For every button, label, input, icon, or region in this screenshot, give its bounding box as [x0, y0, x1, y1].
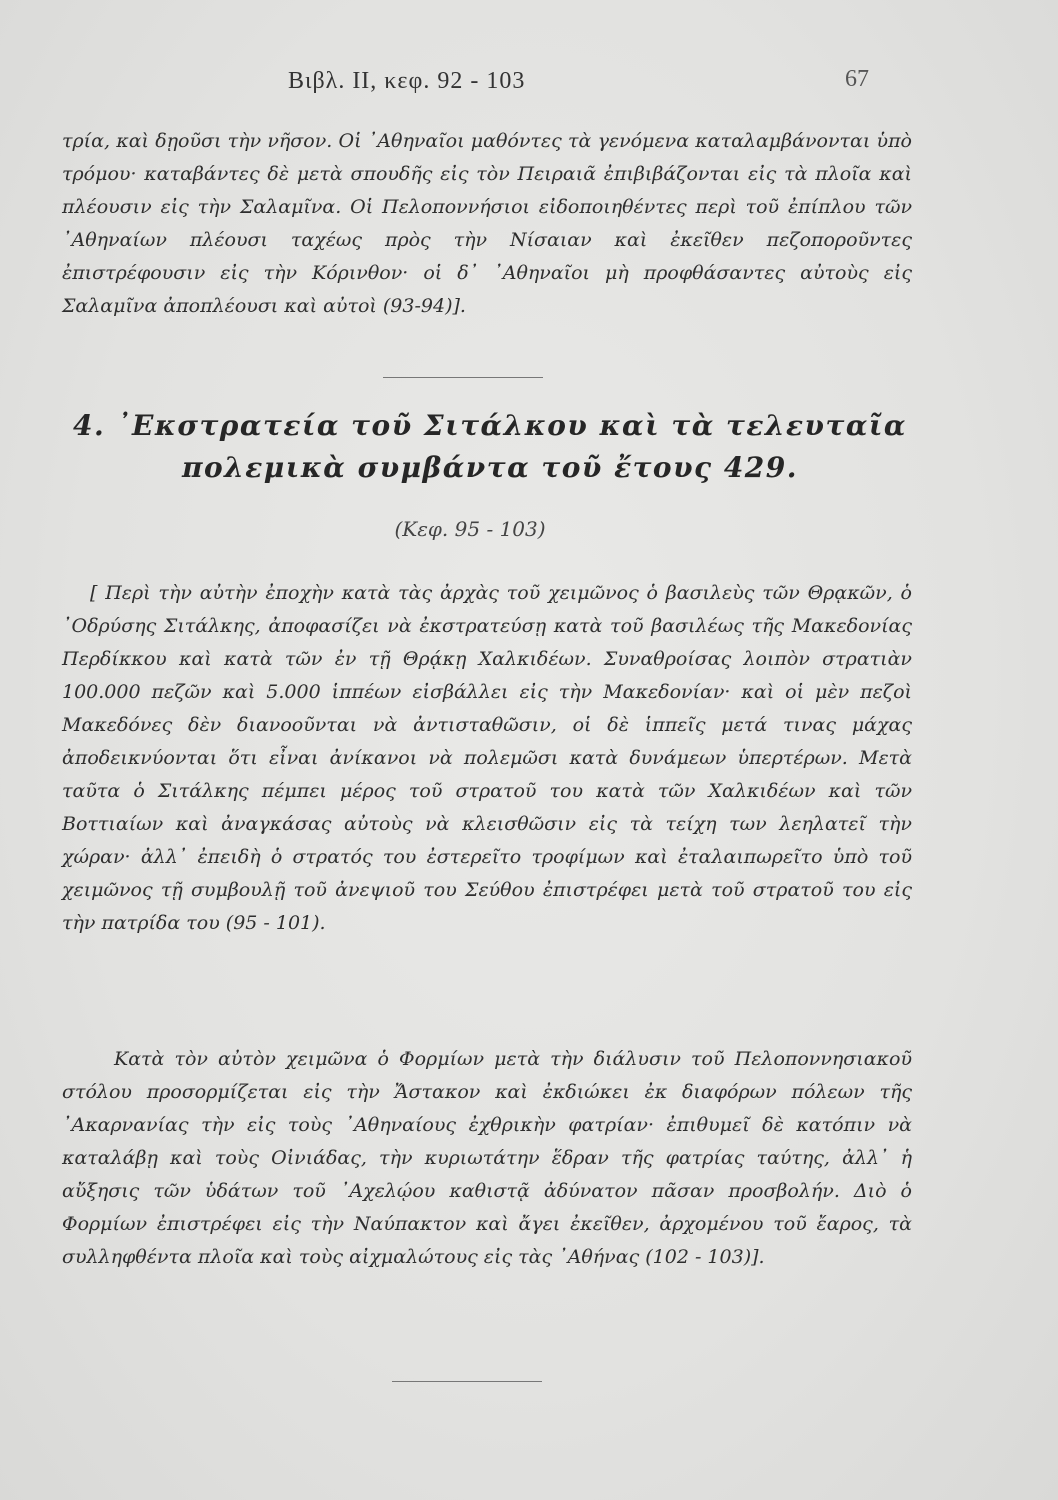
section-heading-line-2: πολεμικὰ συμβάντα τοῦ ἔτους 429.	[181, 451, 799, 484]
page-header	[0, 60, 1058, 100]
paragraph-continuation: τρία, καὶ δῃοῦσι τὴν νῆσον. Οἱ ᾿Αθηναῖοι μαθόντες τὰ γενόμενα καταλαμβάνονται ὑπὸ τρόμου· καταβάντες δὲ μετὰ σπουδῆς εἰς τὸν Πειραιᾶ ἐπιβιβάζονται εἰς τὰ πλοῖα καὶ πλέουσιν εἰς τὴν Σαλαμῖνα. Οἱ Πελοποννήσιοι εἰδοποιηθέντες περὶ τοῦ ἐπίπλου τῶν ᾿Αθηναίων πλέουσι ταχέως πρὸς τὴν Νίσαιαν καὶ ἐκεῖθεν πεζοποροῦντες ἐπιστρέφουσιν εἰς τὴν Κόρινθον· οἱ δ᾿ ᾿Αθηναῖοι μὴ προφθάσαντες αὐτοὺς εἰς Σαλαμῖνα ἀποπλέουσι καὶ αὐτοὶ (93-94)].	[62, 130, 912, 317]
paragraph-summary: [ Περὶ τὴν αὐτὴν ἐποχὴν κατὰ τὰς ἀρχὰς τοῦ χειμῶνος ὁ βασιλεὺς τῶν Θρᾳκῶν, ὁ ᾿Οδρύσης Σιτάλκης, ἀποφασίζει νὰ ἐκστρατεύσῃ κατὰ τοῦ βασιλέως τῆς Μακεδονίας Περδίκκου καὶ κατὰ τῶν ἐν τῇ Θρᾴκῃ Χαλκιδέων. Συναθροίσας λοιπὸν στρατιὰν 100.000 πεζῶν καὶ 5.000 ἱππέων εἰσβάλλει εἰς τὴν Μακεδονίαν· καὶ οἱ μὲν πεζοὶ Μακεδόνες δὲν διανοοῦνται νὰ ἀντισταθῶσιν, οἱ δὲ ἱππεῖς μετά τινας μάχας ἀποδεικνύονται ὅτι εἶναι ἀνίκανοι νὰ πολεμῶσι κατὰ δυνάμεων ὑπερτέρων. Μετὰ ταῦτα ὁ Σιτάλκης πέμπει μέρος τοῦ στρατοῦ του κατὰ τῶν Χαλκιδέων καὶ τῶν Βοττιαίων καὶ ἀναγκάσας αὐτοὺς νὰ κλεισθῶσιν εἰς τὰ τείχη των λεηλατεῖ τὴν χώραν· ἀλλ᾿ ἐπειδὴ ὁ στρατός του ἐστερεῖτο τροφίμων καὶ ἐταλαιπωρεῖτο ὑπὸ τοῦ χειμῶνος τῇ συμβουλῇ τοῦ ἀνεψιοῦ του Σεύθου ἐπιστρέφει μετὰ τοῦ στρατοῦ του εἰς τὴν πατρίδα του (95 - 101).	[62, 582, 912, 934]
running-title: Βιβλ. ΙΙ, κεφ. 92 - 103	[288, 68, 526, 94]
section-divider-top	[383, 377, 543, 378]
page-number: 67	[845, 66, 869, 92]
section-divider-bottom	[392, 1381, 542, 1382]
section-heading	[60, 405, 920, 489]
paragraph-formion: Κατὰ τὸν αὐτὸν χειμῶνα ὁ Φορμίων μετὰ τὴν διάλυσιν τοῦ Πελοποννησιακοῦ στόλου προσορμίζεται εἰς τὴν Ἄστακον καὶ ἐκδιώκει ἐκ διαφόρων πόλεων τῆς ᾿Ακαρνανίας τὴν εἰς τοὺς ᾿Αθηναίους ἐχθρικὴν φατρίαν· ἐπιθυμεῖ δὲ κατόπιν νὰ καταλάβῃ καὶ τοὺς Οἰνιάδας, τὴν κυριωτάτην ἕδραν τῆς φατρίας ταύτης, ἀλλ᾿ ἡ αὔξησις τῶν ὑδάτων τοῦ ᾿Αχελῴου καθιστᾷ ἀδύνατον πᾶσαν προσβολήν. Διὸ ὁ Φορμίων ἐπιστρέφει εἰς τὴν Ναύπακτον καὶ ἄγει ἐκεῖθεν, ἀρχομένου τοῦ ἔαρος, τὰ συλληφθέντα πλοῖα καὶ τοὺς αἰχμαλώτους εἰς τὰς ᾿Αθήνας (102 - 103)].	[62, 1048, 912, 1268]
chapter-reference: (Κεφ. 95 - 103)	[394, 517, 546, 541]
section-heading-line-1: 4. ᾿Εκστρατεία τοῦ Σιτάλκου καὶ τὰ τελευταῖα	[73, 409, 907, 442]
